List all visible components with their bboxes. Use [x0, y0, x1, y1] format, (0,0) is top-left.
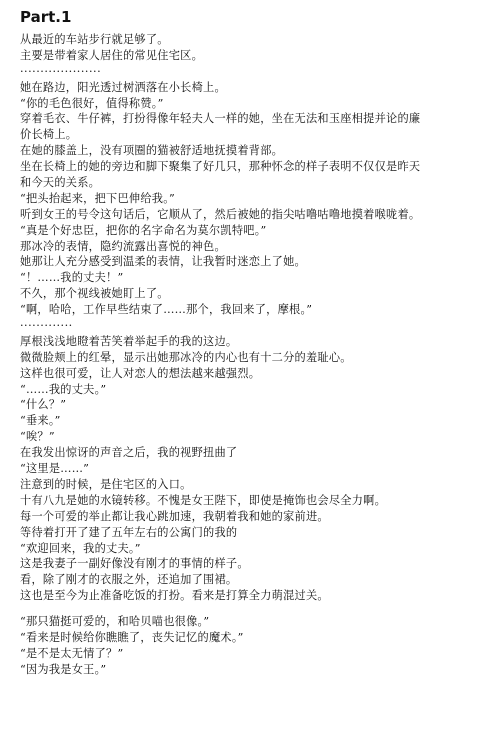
text-line: “欢迎回来，我的丈夫。” [20, 541, 141, 555]
chapter-heading: Part.1 [20, 8, 72, 26]
text-line: 在她的膝盖上，没有项圈的猫被舒适地抚摸着背部。 [20, 144, 284, 158]
text-line: 等待着打开了建了五年左右的公寓门的我的 [20, 525, 238, 539]
text-line: 那冰冷的表情，隐约流露出喜悦的神色。 [20, 239, 226, 253]
text-line: “看来是时候给你瞧瞧了，丧失记忆的魔术。” [20, 630, 244, 644]
text-line: 她那让人充分感受到温柔的表情，让我暂时迷恋上了她。 [20, 255, 306, 269]
text-line: 在我发出惊讶的声音之后，我的视野扭曲了 [20, 446, 238, 460]
text-line: 价长椅上。 [20, 128, 78, 142]
text-line: 听到女王的号令这句话后，它顺从了，然后被她的指尖咕噜咕噜地摸着喉咙着。 [20, 207, 421, 221]
text-line: 穿着毛衣、牛仔裤，打扮得像年轻夫人一样的她，坐在无法和玉座相提并论的廉 [20, 112, 421, 126]
text-line: 和今天的关系。 [20, 176, 101, 190]
text-line: “把头抬起来，把下巴伸给我。” [20, 191, 176, 205]
body-text [20, 32, 470, 678]
text-line: “……我的丈夫。” [20, 382, 107, 396]
text-line: “什么？” [20, 398, 67, 412]
scene-divider: ···················· [20, 64, 102, 78]
text-line: “因为我是女王。” [20, 662, 107, 676]
text-line: 这样也很可爱，让人对恋人的想法越来越强烈。 [20, 366, 261, 380]
text-line: “这里是……” [20, 462, 90, 476]
text-line: 不久，那个视线被她盯上了。 [20, 287, 169, 301]
text-line: 这是我妻子一副好像没有刚才的事情的样子。 [20, 557, 249, 571]
text-line: “那只猫挺可爱的，和哈贝喵也很像。” [20, 615, 210, 629]
text-line: 注意到的时候，是住宅区的入口。 [20, 477, 192, 491]
text-line: 坐在长椅上的她的旁边和脚下聚集了好几只，那种怀念的样子表明不仅仅是昨天 [20, 160, 421, 174]
text-line: “唉？” [20, 430, 55, 444]
text-line: “啊，哈哈，工作早些结束了……那个，我回来了，摩根。” [20, 303, 313, 317]
text-line: 微微脸颊上的红晕，显示出她那冰冷的内心也有十二分的羞耻心。 [20, 350, 352, 364]
text-line: 看，除了刚才的衣服之外，还追加了围裙。 [20, 573, 238, 587]
text-line: “垂来。” [20, 414, 61, 428]
scene-divider: ············· [20, 319, 73, 333]
text-line: 这也是至今为止准备吃饭的打扮。看来是打算全力萌混过关。 [20, 589, 329, 603]
text-line: 厚根浅浅地瞪着苦笑着举起手的我的这边。 [20, 334, 238, 348]
text-line: 从最近的车站步行就足够了。 [20, 33, 169, 46]
text-line: 每一个可爱的举止都让我心跳加速，我朝着我和她的家前进。 [20, 509, 329, 523]
text-line: 主要是带着家人居住的常见住宅区。 [20, 48, 204, 62]
blank-line [20, 604, 470, 614]
text-line: 十有八九是她的水镜转移。不愧是女王陛下，即使是掩饰也会尽全力啊。 [20, 493, 387, 507]
text-line: “你的毛色很好，值得称赞。” [20, 96, 164, 110]
text-line: “！……我的丈夫！” [20, 271, 124, 285]
text-line: “真是个好忠臣，把你的名字命名为莫尔凯特吧。” [20, 223, 267, 237]
text-line: “是不是太无情了？” [20, 646, 124, 660]
text-line: 她在路边，阳光透过树洒落在小长椅上。 [20, 80, 226, 94]
